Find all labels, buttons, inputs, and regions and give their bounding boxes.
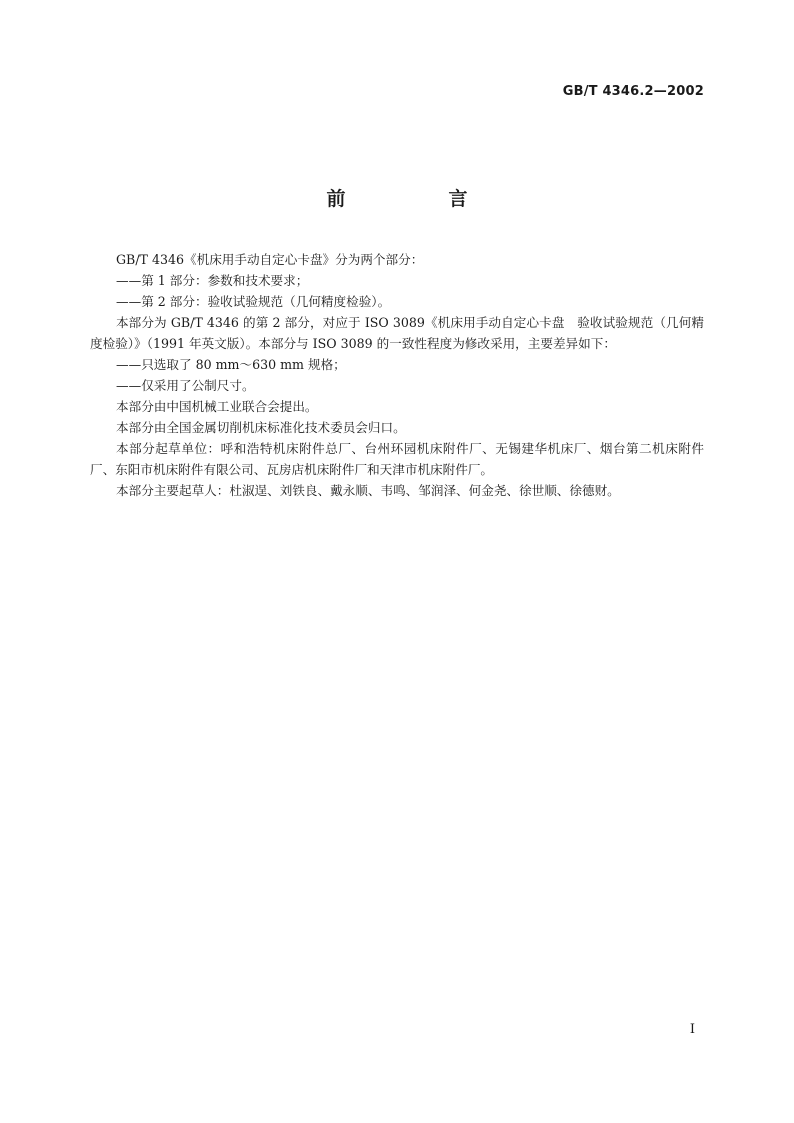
list-item-difference-2: ——仅采用了公制尺寸。 [116,378,255,393]
paragraph-correspondence: 本部分为 GB/T 4346 的第 2 部分，对应于 ISO 3089《机床用手动自定心卡盘 验收试验规范（几何精度检验）》（1991 年英文版）。本部分与 ISO 3089 的一致性程度为修改采用，主要差异如下： [90,315,704,351]
list-item-part-2: ——第 2 部分：验收试验规范（几何精度检验）。 [116,294,391,309]
standard-number: GB/T 4346.2—2002 [562,84,704,99]
paragraph-drafters: 本部分主要起草人：杜淑逞、刘铁良、戴永顺、韦鸣、邹润泽、何金尧、徐世顺、徐德财。 [116,483,620,498]
paragraph-intro: GB/T 4346《机床用手动自定心卡盘》分为两个部分： [116,252,424,267]
paragraph-committee: 本部分由全国金属切削机床标准化技术委员会归口。 [116,420,406,435]
list-item-part-1: ——第 1 部分：参数和技术要求； [116,273,309,288]
paragraph-proposer: 本部分由中国机械工业联合会提出。 [116,399,318,414]
foreword-body [90,249,704,501]
page-title: 前 言 [326,188,510,210]
page-number: I [689,1022,695,1037]
paragraph-drafting-units: 本部分起草单位：呼和浩特机床附件总厂、台州环园机床附件厂、无锡建华机床厂、烟台第二机床附件厂、东阳市机床附件有限公司、瓦房店机床附件厂和天津市机床附件厂。 [90,441,704,477]
list-item-difference-1: ——只选取了 80 mm～630 mm 规格； [116,357,346,372]
